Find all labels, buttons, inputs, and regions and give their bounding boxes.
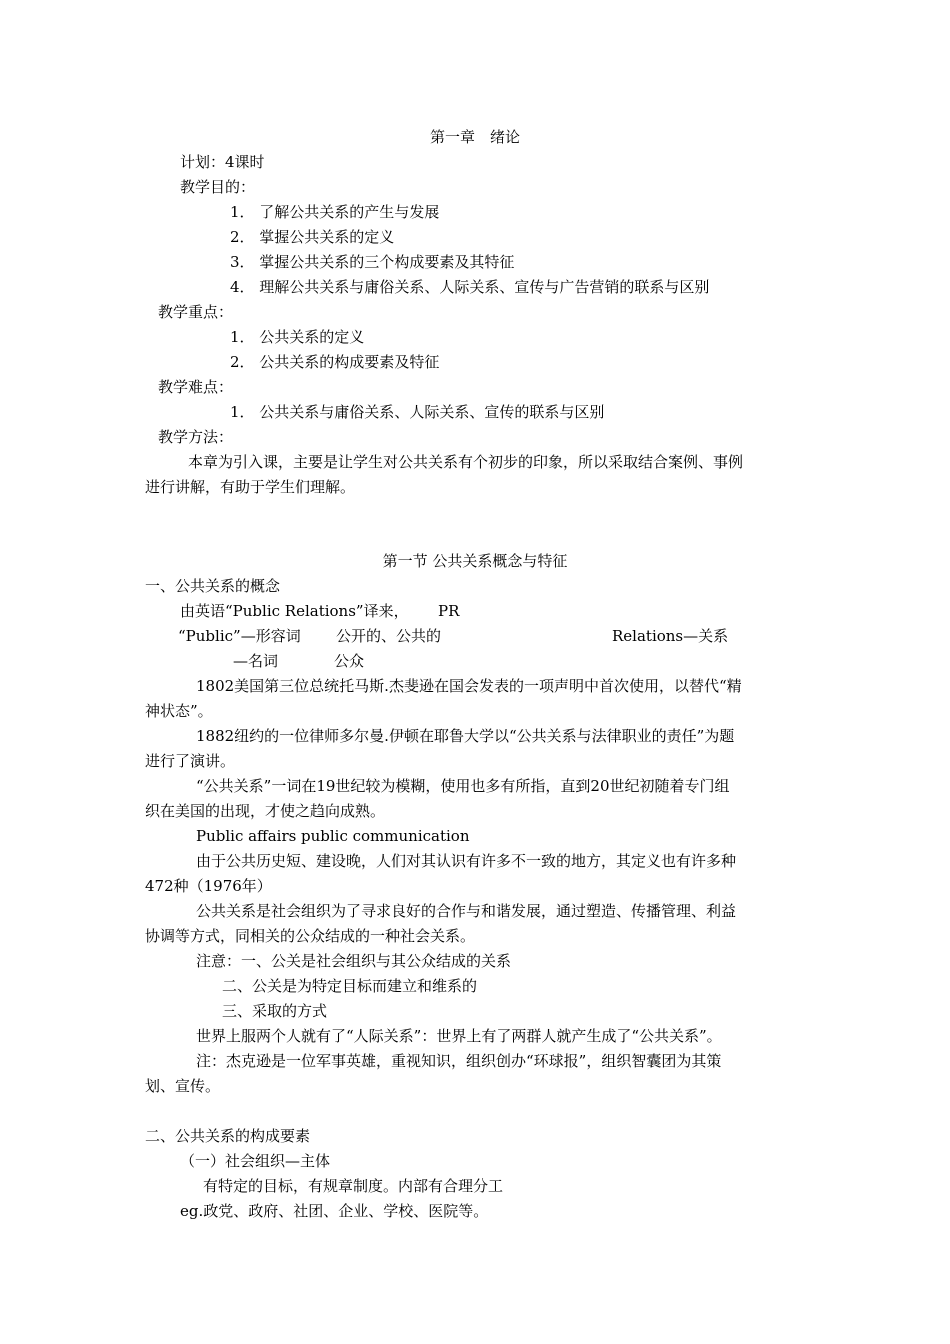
public-noun-label: —名词	[233, 652, 279, 670]
method-text-line: 进行讲解，有助于学生们理解。	[145, 478, 356, 496]
note-item: 三、采取的方式	[222, 1002, 328, 1020]
subheading-organization: （一）社会组织—主体	[180, 1152, 331, 1170]
heading-concept: 一、公共关系的概念	[145, 577, 281, 595]
difficult-point-item: 1． 公共关系与庸俗关系、人际关系、宣传的联系与区别	[230, 403, 605, 421]
goal-item: 2． 掌握公共关系的定义	[230, 228, 395, 246]
public-adjective-label: “Public”—形容词	[178, 627, 301, 645]
plan-line: 计划：4课时	[180, 153, 265, 171]
paragraph-line: 有特定的目标，有规章制度。内部有合理分工	[203, 1177, 504, 1195]
note-item: 注意：一、公关是社会组织与其公众结成的关系	[196, 952, 512, 970]
goal-item: 4． 理解公共关系与庸俗关系、人际关系、宣传与广告营销的联系与区别	[230, 278, 710, 296]
goal-item: 3． 掌握公共关系的三个构成要素及其特征	[230, 253, 515, 271]
method-text-line: 本章为引入课，主要是让学生对公共关系有个初步的印象，所以采取结合案例、事例	[188, 453, 744, 471]
paragraph-line: 1802美国第三位总统托马斯.杰斐逊在国会发表的一项声明中首次使用，以替代“精	[196, 677, 742, 695]
heading-elements: 二、公共关系的构成要素	[145, 1127, 311, 1145]
example-line: eg.政党、政府、社团、企业、学校、医院等。	[180, 1202, 489, 1220]
public-adjective-meaning: 公开的、公共的	[336, 627, 442, 645]
term-public-affairs: Public affairs	[196, 827, 297, 845]
note-item: 二、公关是为特定目标而建立和维系的	[222, 977, 478, 995]
key-point-item: 1． 公共关系的定义	[230, 328, 365, 346]
paragraph-line: 注：杰克逊是一位军事英雄，重视知识，组织创办“环球报”，组织智囊团为其策	[196, 1052, 722, 1070]
paragraph-line: 1882纽约的一位律师多尔曼.伊顿在耶鲁大学以“公共关系与法律职业的责任”为题	[196, 727, 735, 745]
paragraph-line: 由于公共历史短、建设晚，人们对其认识有许多不一致的地方，其定义也有许多种	[196, 852, 737, 870]
paragraph-line: 世界上服两个人就有了“人际关系”：世界上有了两群人就产生成了“公共关系”。	[196, 1027, 722, 1045]
key-point-item: 2． 公共关系的构成要素及特征	[230, 353, 440, 371]
paragraph-line: 472种（1976年）	[145, 877, 272, 895]
origin-text: 由英语“Public Relations”译来，	[180, 602, 409, 620]
definition-line: 公共关系是社会组织为了寻求良好的合作与和谐发展，通过塑造、传播管理、利益	[196, 902, 737, 920]
chapter-title: 第一章 绪论	[429, 128, 520, 146]
paragraph-line: 划、宣传。	[145, 1077, 221, 1095]
paragraph-line: 进行了演讲。	[145, 752, 236, 770]
difficult-points-label: 教学难点：	[158, 378, 234, 396]
definition-line: 协调等方式，同相关的公众结成的一种社会关系。	[145, 927, 476, 945]
section-title: 第一节 公共关系概念与特征	[382, 552, 568, 570]
origin-line	[180, 601, 409, 621]
method-label: 教学方法：	[158, 428, 234, 446]
goal-item: 1． 了解公共关系的产生与发展	[230, 203, 440, 221]
goals-label: 教学目的：	[180, 178, 256, 196]
public-noun-meaning: 公众	[334, 652, 365, 670]
key-points-label: 教学重点：	[158, 303, 234, 321]
relations-meaning: Relations—关系	[612, 627, 729, 645]
term-public-communication: public communication	[301, 827, 470, 845]
paragraph-line: “公共关系”一词在19世纪较为模糊，使用也多有所指，直到20世纪初随着专门组	[196, 777, 730, 795]
paragraph-line: 神状态”。	[145, 702, 213, 720]
origin-abbreviation: PR	[438, 602, 460, 620]
paragraph-line: 织在美国的出现，才使之趋向成熟。	[145, 802, 386, 820]
